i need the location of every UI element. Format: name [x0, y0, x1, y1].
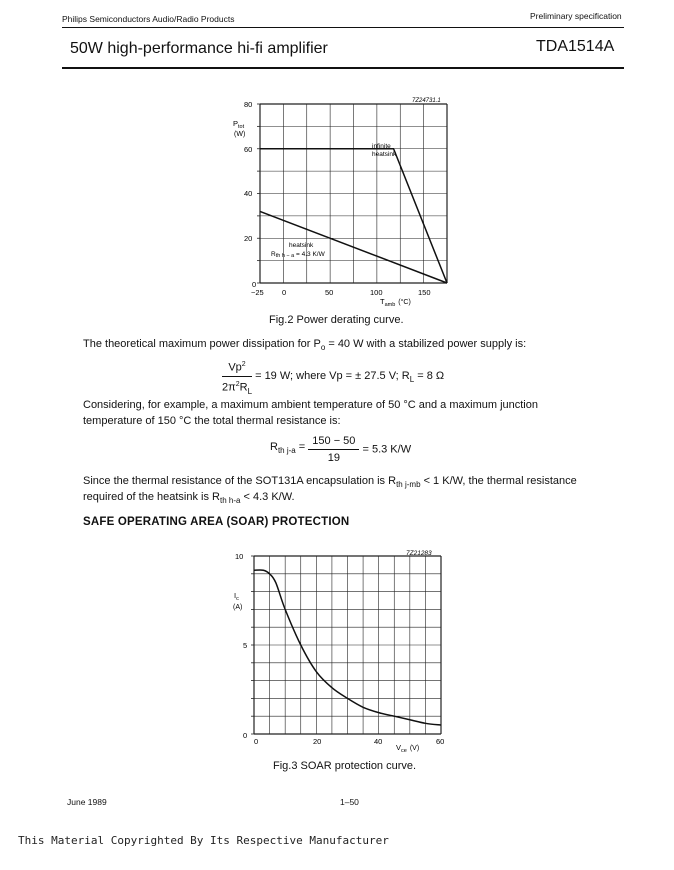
footer-date: June 1989	[67, 797, 107, 807]
company-name: Philips Semiconductors Audio/Radio Products	[62, 14, 235, 24]
header-rule-top	[62, 27, 624, 28]
fig2-xtick-150: 150	[418, 288, 431, 297]
fig2-xtick-m25: −25	[251, 288, 264, 297]
fig3-ylabel: $I_c$	[234, 591, 239, 602]
formula-thermal: $R_{th j-a}$ = $\frac{150 - 50}{19}$ = 5.3 K/W	[270, 435, 412, 464]
fig3-xtick-20: 20	[313, 737, 322, 746]
formula-power-fraction: $\frac{Vp^2}{2\pi^2R_L}$	[222, 357, 252, 400]
fig3-xtick-40: 40	[374, 737, 383, 746]
fig2-label-infinite-1: infinite	[372, 143, 391, 150]
fig2-ref: 7Z24731.1	[412, 98, 441, 104]
fig3-xtick-60: 60	[436, 737, 445, 746]
fig3-yunit: (A)	[233, 604, 243, 611]
fig2-ytick-60: 60	[244, 145, 253, 154]
fig2-ylabel: $P_{tot}$	[233, 119, 245, 130]
paragraph-example-line1: Considering, for example, a maximum ambient temperature of 50 °C and a maximum junction	[83, 399, 538, 411]
fig2-chart	[225, 94, 465, 310]
fig2-yunit: (W)	[234, 131, 246, 138]
fig2-xtick-100: 100	[370, 288, 383, 297]
page-title: 50W high-performance hi-fi amplifier	[70, 40, 328, 57]
fig3-ytick-labels	[235, 552, 247, 740]
fig3-ytick-5: 5	[243, 641, 248, 650]
fig2-xtick-0: 0	[282, 288, 287, 297]
section-title-soar: SAFE OPERATING AREA (SOAR) PROTECTION	[83, 516, 350, 528]
doc-status: Preliminary specification	[530, 11, 622, 21]
fig2-xtick-labels	[251, 288, 431, 297]
fig2-caption: Fig.2 Power derating curve.	[269, 314, 404, 326]
paragraph-heatsink-line2: required of the heatsink is $R_{th h-a} < 4.3$ K/W.	[83, 491, 295, 506]
fig3-xtick-0: 0	[254, 737, 259, 746]
header-rule-bottom	[62, 67, 624, 69]
fig2-xlabel: $T_{amb}$ (°C)	[380, 297, 411, 308]
formula-thermal-fraction: $\frac{150 - 50}{19}$	[308, 433, 359, 466]
formula-power: $\frac{Vp^2}{2\pi^2R_L}$ = 19 W; where Vp = ± 27.5 V; $R_L = 8$ Ω	[222, 357, 444, 400]
part-number: TDA1514A	[536, 38, 615, 55]
fig2-ytick-20: 20	[244, 234, 253, 243]
fig3-xlabel: $V_{ce}$ (V)	[396, 743, 420, 754]
fig2-ytick-labels	[244, 100, 256, 289]
fig2-label-heatsink-2: Rth h − a = 4.3 K/W	[271, 251, 325, 259]
fig2-label-heatsink-1: heatsink	[289, 242, 314, 249]
footer-page-number: 1–50	[340, 797, 359, 807]
paragraph-power: The theoretical maximum power dissipation for $P_o = 40$ W with a stabilized power supply is:	[83, 338, 527, 353]
fig2-ytick-0: 0	[252, 280, 257, 289]
fig3-caption: Fig.3 SOAR protection curve.	[273, 760, 417, 772]
fig2-ytick-40: 40	[244, 189, 253, 198]
fig3-ytick-0: 0	[243, 731, 248, 740]
fig3-ytick-10: 10	[235, 552, 244, 561]
fig3-grid	[251, 556, 441, 734]
fig3-ref: 7Z21283	[406, 550, 432, 557]
fig2-xtick-50: 50	[325, 288, 334, 297]
footer-copyright: This Material Copyrighted By Its Respective Manufacturer	[18, 834, 389, 847]
fig3-chart	[228, 545, 458, 757]
paragraph-example-line2: temperature of 150 °C the total thermal resistance is:	[83, 415, 341, 427]
paragraph-heatsink-line1: Since the thermal resistance of the SOT131A encapsulation is $R_{th j-mb} < 1$ K/W, the thermal resistance	[83, 475, 577, 490]
fig2-label-infinite-2: heatsink	[372, 151, 397, 158]
fig2-ytick-80: 80	[244, 100, 253, 109]
